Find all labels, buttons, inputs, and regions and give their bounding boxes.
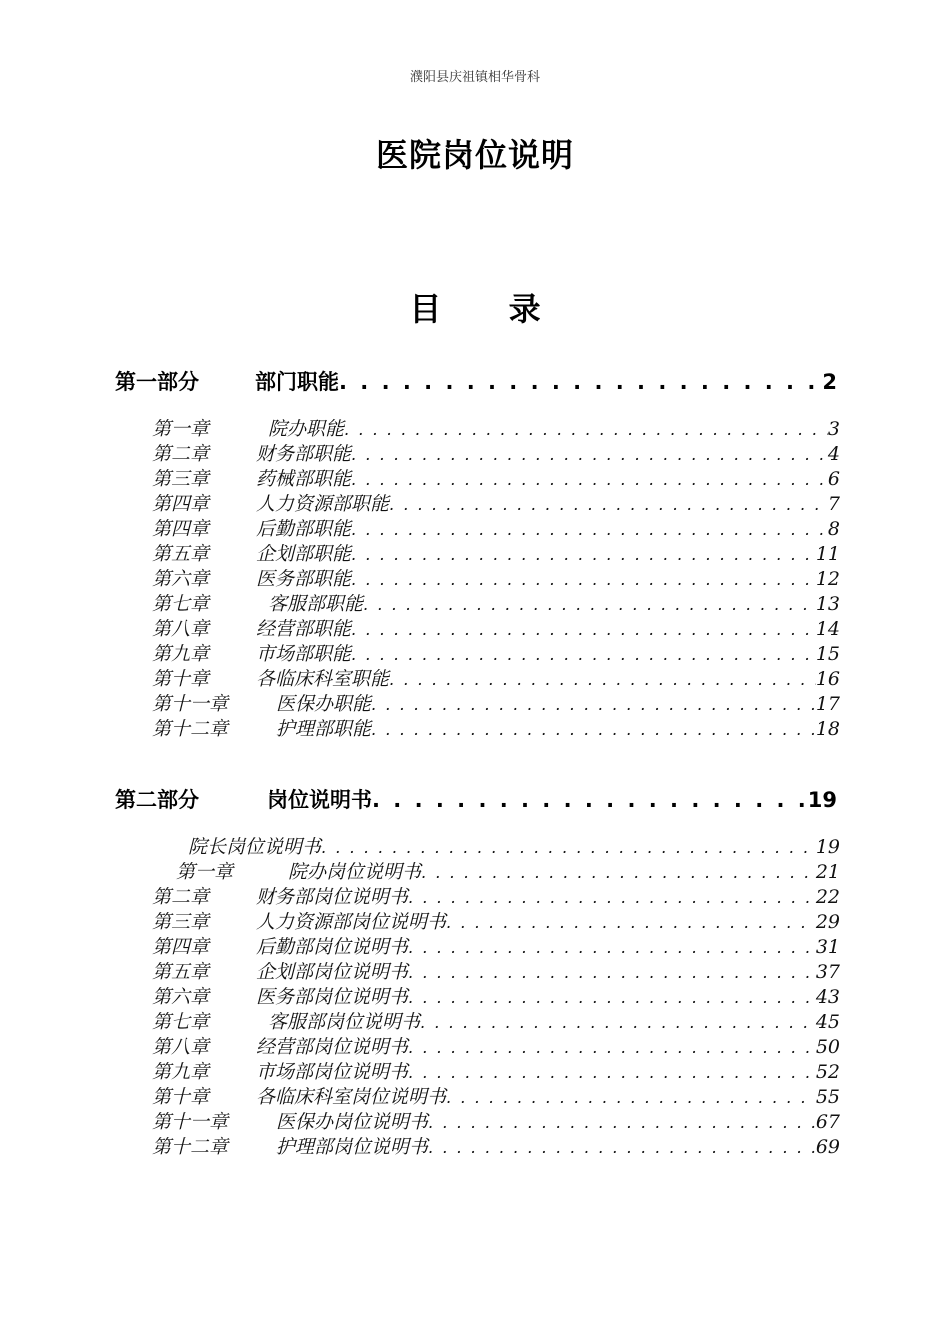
dot-leader bbox=[389, 670, 816, 689]
toc-entry[interactable] bbox=[152, 639, 840, 664]
page-number: 16 bbox=[815, 668, 840, 690]
chapter-number: 第二章 bbox=[152, 886, 210, 908]
toc-entry[interactable] bbox=[188, 832, 840, 857]
toc-entry[interactable] bbox=[152, 489, 840, 514]
chapter-name: 经营部岗位说明书 bbox=[256, 1036, 409, 1058]
dot-leader bbox=[408, 1038, 816, 1057]
page-header: 濮阳县庆祖镇相华骨科 bbox=[409, 70, 540, 85]
page-number: 13 bbox=[815, 593, 840, 615]
toc-entry[interactable] bbox=[152, 464, 840, 489]
chapter-name: 企划部岗位说明书 bbox=[256, 961, 409, 983]
chapter-name: 院办职能 bbox=[268, 418, 345, 440]
page-number: 37 bbox=[815, 961, 840, 983]
toc-entry[interactable] bbox=[152, 1107, 840, 1132]
chapter-name: 药械部职能 bbox=[256, 468, 352, 490]
page-number: 19 bbox=[815, 836, 840, 858]
chapter-name: 市场部岗位说明书 bbox=[256, 1061, 409, 1083]
chapter-number: 第七章 bbox=[152, 593, 210, 615]
chapter-number: 第十一章 bbox=[152, 1111, 229, 1133]
page-number: 4 bbox=[827, 443, 840, 465]
toc-entry[interactable] bbox=[152, 1082, 840, 1107]
toc-part[interactable] bbox=[115, 784, 837, 812]
dot-leader bbox=[351, 520, 828, 539]
page-number: 12 bbox=[815, 568, 840, 590]
toc-entry[interactable] bbox=[152, 539, 840, 564]
chapter-number: 第十章 bbox=[152, 1086, 210, 1108]
chapter-name: 各临床科室岗位说明书 bbox=[256, 1086, 447, 1108]
page-number: 17 bbox=[815, 693, 840, 715]
page-number: 69 bbox=[815, 1136, 840, 1158]
dot-leader bbox=[446, 1088, 816, 1107]
toc-part[interactable] bbox=[115, 366, 837, 394]
chapter-name: 财务部职能 bbox=[256, 443, 352, 465]
page-number: 29 bbox=[815, 911, 840, 933]
part-name: 岗位说明书 bbox=[267, 788, 372, 812]
page-number: 19 bbox=[807, 788, 837, 812]
chapter-number: 第十二章 bbox=[152, 718, 229, 740]
dot-leader bbox=[408, 1063, 816, 1082]
page-number: 45 bbox=[815, 1011, 840, 1033]
dot-leader bbox=[371, 695, 816, 714]
chapter-name: 护理部岗位说明书 bbox=[276, 1136, 429, 1158]
dot-leader bbox=[363, 595, 816, 614]
toc-entry[interactable] bbox=[152, 514, 840, 539]
page-number: 15 bbox=[815, 643, 840, 665]
page-number: 52 bbox=[815, 1061, 840, 1083]
part-number: 第二部分 bbox=[115, 788, 199, 812]
part-number: 第一部分 bbox=[115, 370, 199, 394]
page-number: 22 bbox=[815, 886, 840, 908]
part-name: 部门职能 bbox=[255, 370, 339, 394]
page-number: 31 bbox=[815, 936, 840, 958]
toc-entry[interactable] bbox=[176, 857, 840, 882]
toc-entry[interactable] bbox=[152, 982, 840, 1007]
page-number: 8 bbox=[827, 518, 840, 540]
chapter-number: 第五章 bbox=[152, 543, 210, 565]
dot-leader bbox=[351, 470, 828, 489]
chapter-number: 第八章 bbox=[152, 1036, 210, 1058]
chapter-number: 第十章 bbox=[152, 668, 210, 690]
chapter-name: 经营部职能 bbox=[256, 618, 352, 640]
dot-leader bbox=[446, 913, 816, 932]
toc-entry[interactable] bbox=[152, 1057, 840, 1082]
chapter-number: 第五章 bbox=[152, 961, 210, 983]
chapter-number: 第三章 bbox=[152, 911, 210, 933]
page-number: 14 bbox=[815, 618, 840, 640]
toc-heading: 目 录 bbox=[409, 290, 569, 328]
chapter-number: 第四章 bbox=[152, 518, 210, 540]
chapter-number: 第六章 bbox=[152, 986, 210, 1008]
chapter-name: 医务部职能 bbox=[256, 568, 352, 590]
dot-leader bbox=[420, 1013, 816, 1032]
chapter-number: 第一章 bbox=[176, 861, 234, 883]
page-number: 7 bbox=[827, 493, 840, 515]
chapter-name: 医务部岗位说明书 bbox=[256, 986, 409, 1008]
chapter-name: 后勤部职能 bbox=[256, 518, 352, 540]
dot-leader bbox=[351, 620, 816, 639]
chapter-number: 第一章 bbox=[152, 418, 210, 440]
toc-entry[interactable] bbox=[152, 957, 840, 982]
dot-leader bbox=[428, 1113, 816, 1132]
page-number: 3 bbox=[827, 418, 840, 440]
chapter-name: 客服部职能 bbox=[268, 593, 364, 615]
chapter-number: 第七章 bbox=[152, 1011, 210, 1033]
dot-leader bbox=[351, 570, 816, 589]
dot-leader bbox=[371, 720, 816, 739]
toc-entry[interactable] bbox=[152, 664, 840, 689]
toc-entry[interactable] bbox=[152, 907, 840, 932]
chapter-number: 第六章 bbox=[152, 568, 210, 590]
dot-leader bbox=[351, 545, 816, 564]
dot-leader bbox=[408, 938, 816, 957]
page-number: 11 bbox=[815, 543, 840, 565]
chapter-number: 第三章 bbox=[152, 468, 210, 490]
dot-leader bbox=[351, 645, 816, 664]
chapter-name: 医保办职能 bbox=[276, 693, 372, 715]
toc-entry[interactable] bbox=[152, 1007, 840, 1032]
dot-leader bbox=[344, 420, 828, 439]
dot-leader bbox=[421, 863, 816, 882]
dot-leader bbox=[339, 370, 822, 394]
chapter-number: 第九章 bbox=[152, 643, 210, 665]
page-number: 2 bbox=[822, 370, 837, 394]
dot-leader bbox=[389, 495, 828, 514]
chapter-name: 护理部职能 bbox=[276, 718, 372, 740]
dot-leader bbox=[408, 888, 816, 907]
chapter-name: 财务部岗位说明书 bbox=[256, 886, 409, 908]
dot-leader bbox=[372, 788, 808, 812]
chapter-name: 市场部职能 bbox=[256, 643, 352, 665]
page-number: 55 bbox=[815, 1086, 840, 1108]
toc-entry[interactable] bbox=[152, 414, 840, 439]
toc-entry[interactable] bbox=[152, 614, 840, 639]
page-number: 6 bbox=[827, 468, 840, 490]
toc-entry[interactable] bbox=[152, 932, 840, 957]
page-number: 67 bbox=[815, 1111, 840, 1133]
chapter-number: 第八章 bbox=[152, 618, 210, 640]
dot-leader bbox=[321, 838, 816, 857]
chapter-number: 第二章 bbox=[152, 443, 210, 465]
toc-entry[interactable] bbox=[152, 589, 840, 614]
toc-entry[interactable] bbox=[152, 882, 840, 907]
chapter-name: 人力资源部岗位说明书 bbox=[256, 911, 447, 933]
page-number: 43 bbox=[815, 986, 840, 1008]
toc-entry[interactable] bbox=[152, 1032, 840, 1057]
toc-entry[interactable] bbox=[152, 714, 840, 739]
chapter-name: 各临床科室职能 bbox=[256, 668, 390, 690]
dot-leader bbox=[351, 445, 828, 464]
chapter-name: 企划部职能 bbox=[256, 543, 352, 565]
chapter-number: 第十一章 bbox=[152, 693, 229, 715]
dot-leader bbox=[428, 1138, 816, 1157]
toc-entry[interactable] bbox=[152, 689, 840, 714]
chapter-name: 客服部岗位说明书 bbox=[268, 1011, 421, 1033]
dot-leader bbox=[408, 963, 816, 982]
chapter-number: 第十二章 bbox=[152, 1136, 229, 1158]
chapter-name: 后勤部岗位说明书 bbox=[256, 936, 409, 958]
chapter-number: 第四章 bbox=[152, 936, 210, 958]
toc-entry[interactable] bbox=[152, 564, 840, 589]
toc-entry[interactable] bbox=[152, 1132, 840, 1157]
chapter-name: 院长岗位说明书 bbox=[188, 836, 322, 858]
chapter-number: 第四章 bbox=[152, 493, 210, 515]
dot-leader bbox=[408, 988, 816, 1007]
page-number: 50 bbox=[815, 1036, 840, 1058]
page-number: 18 bbox=[815, 718, 840, 740]
chapter-name: 院办岗位说明书 bbox=[288, 861, 422, 883]
document-title: 医院岗位说明 bbox=[375, 136, 574, 174]
chapter-name: 人力资源部职能 bbox=[256, 493, 390, 515]
chapter-name: 医保办岗位说明书 bbox=[276, 1111, 429, 1133]
page-number: 21 bbox=[815, 861, 840, 883]
chapter-number: 第九章 bbox=[152, 1061, 210, 1083]
toc-entry[interactable] bbox=[152, 439, 840, 464]
